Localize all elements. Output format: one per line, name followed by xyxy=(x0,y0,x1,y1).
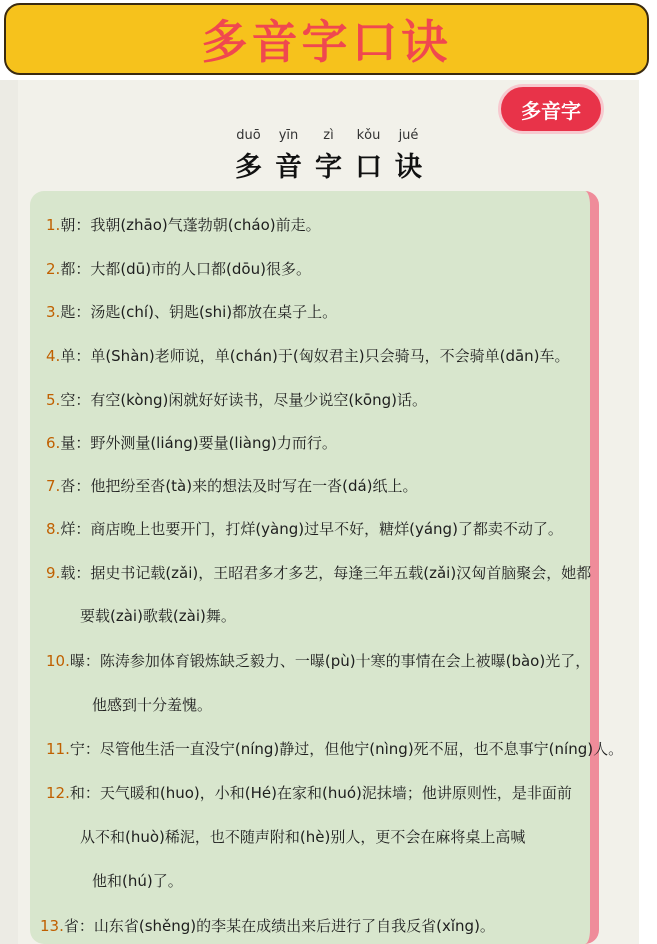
item-text: 单：单(Shàn)老师说，单(chán)于(匈奴君主)只会骑马，不会骑单(dān)车。 xyxy=(60,347,570,365)
heading-pinyin-syllable: yīn xyxy=(278,128,299,143)
heading-character: 音 xyxy=(275,152,302,183)
heading-pinyin-syllable: zì xyxy=(323,128,334,143)
list-item-continuation xyxy=(80,605,236,626)
item-text: 沓：他把纷至沓(tà)来的想法及时写在一沓(dá)纸上。 xyxy=(60,477,418,495)
list-item xyxy=(46,738,623,759)
heading-character: 字 xyxy=(315,152,342,183)
heading-character: 诀 xyxy=(395,152,422,183)
list-item xyxy=(46,475,418,496)
banner-title: 多音字口诀 xyxy=(201,15,452,69)
item-number: 8. xyxy=(46,520,61,538)
heading-pinyin-syllable: kǒu xyxy=(356,128,381,143)
item-text: 都：大都(dū)市的人口都(dōu)很多。 xyxy=(60,260,311,278)
item-text: 量：野外测量(liáng)要量(liàng)力而行。 xyxy=(60,434,337,452)
item-number: 13. xyxy=(40,917,64,935)
badge: 多音字 xyxy=(498,84,604,134)
item-text: 载：据史书记载(zǎi)，王昭君多才多艺，每逢三年五载(zǎi)汉匈首脑聚会，她都 xyxy=(60,564,592,582)
list-item xyxy=(46,562,591,583)
banner xyxy=(0,0,657,80)
item-text: 从不和(huò)稀泥，也不随声附和(hè)别人，更不会在麻将桌上高喊 xyxy=(80,828,526,846)
item-text: 匙：汤匙(chí)、钥匙(shi)都放在桌子上。 xyxy=(60,303,338,321)
list-item xyxy=(46,782,572,803)
item-number: 12. xyxy=(46,784,70,802)
item-number: 5. xyxy=(46,391,61,409)
item-text: 和：天气暖和(huo)，小和(Hé)在家和(huó)泥抹墙；他讲原则性，是非面前 xyxy=(69,784,572,802)
page-heading xyxy=(0,128,657,184)
item-number: 7. xyxy=(46,477,61,495)
heading-pinyin-syllable: duō xyxy=(236,128,261,143)
item-text: 朝：我朝(zhāo)气蓬勃朝(cháo)前走。 xyxy=(60,216,321,234)
heading-character: 口 xyxy=(355,152,382,183)
list-item xyxy=(46,389,427,410)
item-text: 空：有空(kòng)闲就好好读书，尽量少说空(kōng)话。 xyxy=(60,391,427,409)
list-item xyxy=(46,214,321,235)
heading-character: 多 xyxy=(235,152,262,183)
list-item xyxy=(46,432,337,453)
list-item xyxy=(46,258,311,279)
item-text: 烊：商店晚上也要开门，打烊(yàng)过早不好，糖烊(yáng)了都卖不动了。 xyxy=(60,520,563,538)
list-item-continuation xyxy=(92,694,212,715)
list-item-continuation xyxy=(80,826,525,847)
item-number: 11. xyxy=(46,740,70,758)
item-text: 他感到十分羞愧。 xyxy=(92,696,213,714)
item-number: 2. xyxy=(46,260,61,278)
banner-frame xyxy=(4,3,649,75)
item-text: 曝：陈涛参加体育锻炼缺乏毅力、一曝(pù)十寒的事情在会上被曝(bào)光了， xyxy=(69,652,591,670)
list-item-continuation xyxy=(92,870,183,891)
item-text: 省：山东省(shěng)的李某在成绩出来后进行了自我反省(xǐng)。 xyxy=(63,917,495,935)
item-text: 要载(zài)歌载(zài)舞。 xyxy=(80,607,236,625)
list-item xyxy=(40,915,495,936)
item-text: 宁：尽管他生活一直没宁(níng)静过，但他宁(nìng)死不屈，也不息事宁(níng)人。 xyxy=(69,740,624,758)
item-number: 4. xyxy=(46,347,61,365)
list-item xyxy=(46,301,337,322)
item-number: 1. xyxy=(46,216,61,234)
heading-pinyin-syllable: jué xyxy=(398,128,419,143)
heading-characters xyxy=(0,145,657,184)
item-text: 他和(hú)了。 xyxy=(92,872,183,890)
item-number: 3. xyxy=(46,303,61,321)
list-item xyxy=(46,518,563,539)
list-item xyxy=(46,650,590,671)
adjacent-page-edge xyxy=(0,80,18,944)
list-item xyxy=(46,345,570,366)
heading-pinyin xyxy=(0,128,657,143)
item-number: 10. xyxy=(46,652,70,670)
item-number: 6. xyxy=(46,434,61,452)
item-number: 9. xyxy=(46,564,61,582)
